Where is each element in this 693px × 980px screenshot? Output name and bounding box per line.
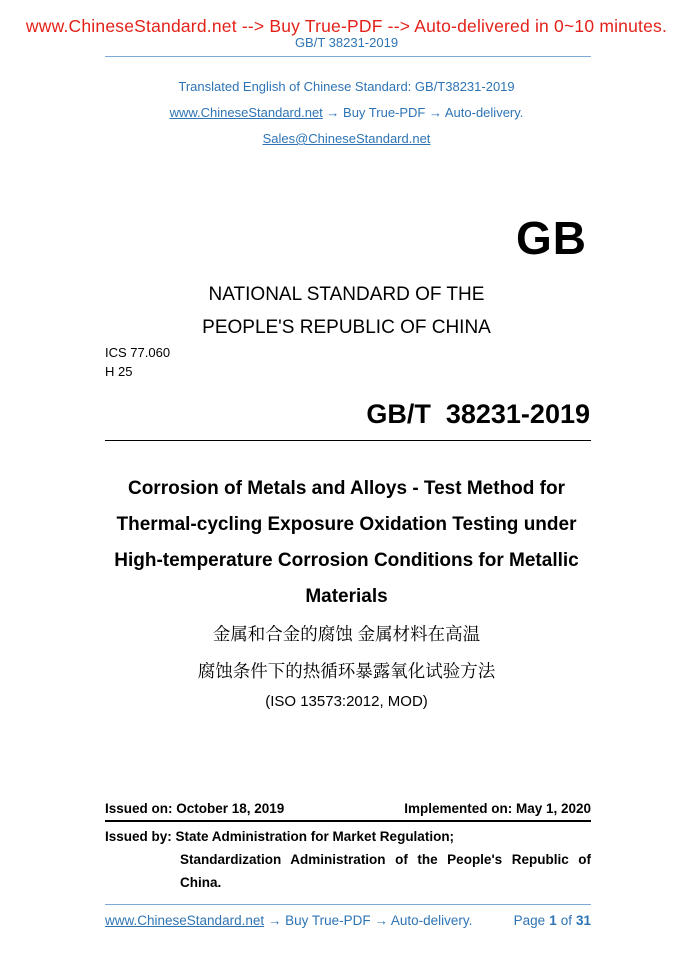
issued-by-row <box>105 829 591 844</box>
chinese-title-line2: 腐蚀条件下的热循环暴露氧化试验方法 <box>197 661 496 681</box>
header-email-line <box>0 131 693 146</box>
header-link-suffix: → Buy True-PDF → Auto-delivery. <box>322 105 524 120</box>
translated-line: Translated English of Chinese Standard: GB/T38231-2019 <box>178 79 515 94</box>
chinese-title-line1: 金属和合金的腐蚀 金属材料在高温 <box>212 624 481 644</box>
issue-dates-row <box>105 801 591 816</box>
issued-on-date: Issued on: October 18, 2019 <box>105 801 285 816</box>
footer-chinesestandard-link[interactable]: www.ChineseStandard.net <box>105 913 265 928</box>
iso-reference: (ISO 13573:2012, MOD) <box>265 693 428 710</box>
chinesestandard-link[interactable]: www.ChineseStandard.net <box>169 105 323 120</box>
standard-number-divider <box>105 440 591 441</box>
page-label: Page <box>513 913 546 928</box>
class-code: H 25 <box>105 364 133 379</box>
page-current: 1 <box>549 913 557 928</box>
title-line-1: Corrosion of Metals and Alloys - Test Method for <box>127 478 566 499</box>
ics-code: ICS 77.060 <box>105 345 171 360</box>
national-standard-line1: NATIONAL STANDARD OF THE <box>208 284 485 305</box>
issuer-2-line1: Standardization Administration of the People's Republic of <box>180 852 591 867</box>
header-divider <box>105 56 591 57</box>
header-link-line <box>0 105 693 120</box>
national-standard-line2: PEOPLE'S REPUBLIC OF CHINA <box>202 317 491 338</box>
sales-email-link[interactable]: Sales@ChineseStandard.net <box>262 131 431 146</box>
title-line-2: Thermal-cycling Exposure Oxidation Testing under <box>116 514 577 535</box>
issued-by-label: Issued by: <box>105 829 176 844</box>
page-indicator <box>514 913 591 928</box>
footer-row <box>105 913 591 928</box>
implemented-on-date: Implemented on: May 1, 2020 <box>404 801 591 816</box>
footer-divider <box>105 904 591 905</box>
page-of-label: of <box>560 913 572 928</box>
footer-link-line <box>105 913 472 928</box>
header-doc-code: GB/T 38231-2019 <box>294 35 399 50</box>
title-line-4: Materials <box>305 586 388 607</box>
issuer-2-line2: China. <box>180 875 222 890</box>
promo-banner: www.ChineseStandard.net --> Buy True-PDF --> Auto-delivered in 0~10 minutes. <box>25 16 668 36</box>
footer-link-suffix: → Buy True-PDF → Auto-delivery. <box>264 913 473 928</box>
page-total: 31 <box>575 913 591 928</box>
issuance-divider <box>105 820 591 822</box>
gb-logo: GB <box>516 212 587 264</box>
issuer-1: State Administration for Market Regulation; <box>175 829 455 844</box>
standard-number: GB/T 38231-2019 <box>366 399 590 429</box>
title-line-3: High-temperature Corrosion Conditions for Metallic <box>114 550 579 571</box>
